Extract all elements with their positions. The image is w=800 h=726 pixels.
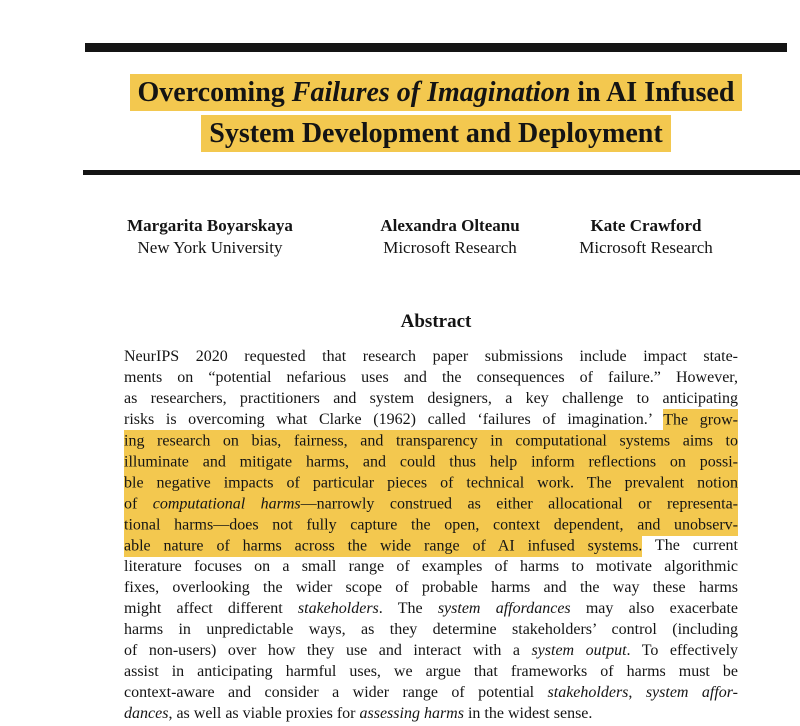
text-segment: harms in unpredictable ways, as they determine stakeholders’ control (including [124, 621, 738, 638]
text-segment: risks is overcoming what Clarke (1962) called ‘failures of imagination.’ [124, 411, 664, 428]
author-block-1 [127, 215, 293, 259]
text-segment: NeurIPS 2020 requested that research paper submissions include impact state- [124, 348, 738, 365]
paper-title-line-1 [85, 72, 787, 113]
text-segment: stakeholders [297, 600, 379, 617]
author-block-2 [380, 215, 519, 259]
text-segment: system output [531, 642, 627, 659]
abstract-body [124, 346, 738, 724]
abstract-line [124, 556, 738, 577]
text-segment: assessing harms [359, 705, 464, 722]
author-affiliation: Microsoft Research [383, 238, 517, 257]
abstract-line [124, 346, 738, 367]
abstract-line [124, 409, 738, 430]
text-segment: stakeholders [547, 684, 629, 701]
text-segment: , as well as viable proxies for [168, 705, 360, 722]
text-segment: Failures of Imagination [291, 77, 571, 108]
abstract-line [124, 493, 738, 514]
abstract-line [124, 535, 738, 556]
abstract-line [124, 640, 738, 661]
text-segment: dances [124, 705, 169, 722]
text-segment: as researchers, practitioners and system designers, a key challenge to anticipating [124, 390, 738, 407]
highlighted-text: The grow- [663, 409, 738, 431]
highlighted-text: able nature of harms across the wide range of AI infused systems. [124, 535, 642, 557]
title-rule-bottom [83, 170, 800, 175]
title-highlight [201, 115, 670, 152]
abstract-line [124, 367, 738, 388]
text-segment: in the widest sense. [463, 705, 593, 722]
abstract-line [124, 703, 738, 724]
abstract-line [124, 472, 738, 493]
highlighted-text: tional harms—does not fully capture the open, context dependent, and unobserv- [124, 514, 738, 536]
paper-title-line-2 [85, 113, 787, 154]
abstract-line [124, 430, 738, 451]
author-block-3 [579, 215, 713, 259]
author-affiliation: New York University [137, 238, 283, 257]
paper-title [85, 72, 787, 154]
highlighted-text: ing research on bias, fairness, and transparency in computational systems aims to [124, 430, 738, 452]
text-segment: fixes, overlooking the wider scope of probable harms and the way these harms [124, 579, 738, 596]
text-segment: may also exacerbate [570, 600, 738, 617]
abstract-heading: Abstract [400, 311, 472, 332]
abstract-line [124, 682, 738, 703]
author-affiliation: Microsoft Research [579, 238, 713, 257]
text-segment: ments on “potential nefarious uses and the consequences of failure.” However, [124, 369, 738, 386]
text-segment: The current [642, 537, 738, 554]
highlighted-text: of [124, 493, 153, 515]
text-segment: of non-users) over how they use and interact with a [124, 642, 532, 659]
text-segment: Overcoming [137, 77, 292, 108]
text-segment: , [628, 684, 646, 701]
text-segment: context-aware and consider a wider range of potential [124, 684, 548, 701]
text-segment: system affor- [645, 684, 738, 701]
title-highlight [130, 74, 743, 111]
abstract-line [124, 388, 738, 409]
abstract-line [124, 619, 738, 640]
text-segment: . To effectively [626, 642, 739, 659]
author-name: Margarita Boyarskaya [127, 216, 293, 235]
abstract-line [124, 451, 738, 472]
abstract-line [124, 577, 738, 598]
title-rule-top [85, 43, 787, 52]
text-segment: might affect different [124, 600, 298, 617]
highlighted-text: ble negative impacts of particular pieces of technical work. The prevalent notion [124, 472, 738, 494]
text-segment: System Development and Deployment [209, 118, 663, 149]
author-name: Alexandra Olteanu [380, 216, 520, 235]
text-segment: in AI Infused [570, 77, 735, 108]
highlighted-text: illuminate and mitigate harms, and could thus help inform reflections on possi- [124, 451, 738, 473]
highlighted-text: —narrowly construed as either allocational or representa- [301, 493, 738, 515]
abstract-line [124, 514, 738, 535]
highlighted-text: computational harms [153, 493, 301, 515]
text-segment: literature focuses on a small range of examples of harms to motivate algorithmic [124, 558, 738, 575]
text-segment: assist in anticipating harmful uses, we argue that frameworks of harms must be [124, 663, 738, 680]
author-name: Kate Crawford [590, 216, 702, 235]
text-segment: system affordances [437, 600, 571, 617]
text-segment: . The [378, 600, 438, 617]
abstract-line [124, 661, 738, 682]
abstract-line [124, 598, 738, 619]
